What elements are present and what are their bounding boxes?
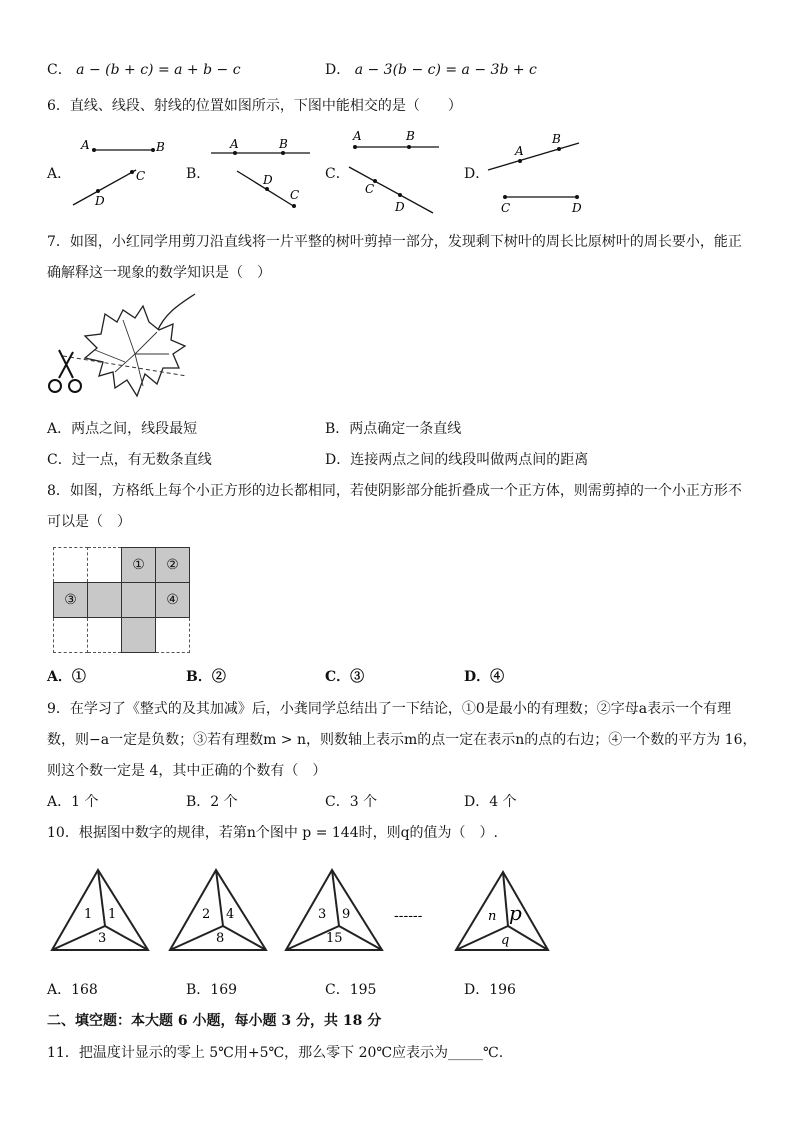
grid-cell-4: ④: [156, 583, 190, 618]
triangle3-left: 3: [318, 907, 327, 922]
q6-figure-b: [205, 135, 315, 210]
grid-cell: [88, 548, 122, 583]
q6-figure-c: [345, 125, 445, 215]
point-label-a: A: [230, 137, 239, 151]
q6-figure-a: [60, 135, 180, 210]
grid-cell-2: ②: [156, 548, 190, 583]
point-label-a: A: [515, 144, 524, 158]
q8-option-d: D．④: [464, 669, 505, 685]
q7-stem-line1: 7．如图，小红同学用剪刀沿直线将一片平整的树叶剪掉一部分，发现剩下树叶的周长比原树叶的周长要小，能正: [47, 234, 742, 250]
q10-option-a: A．168: [47, 982, 98, 998]
q7-option-d: D．连接两点之间的线段叫做两点间的距离: [325, 452, 589, 468]
trianglen-left: n: [488, 909, 497, 924]
q6-figure-d: [485, 125, 585, 215]
q6-option-a-label: A．: [47, 166, 72, 182]
q8-stem-line1: 8．如图，方格纸上每个小正方形的边长都相同，若使阴影部分能折叠成一个正方体，则需剪掉的一个小正方形不: [47, 483, 742, 499]
point-label-c: C: [501, 201, 511, 215]
grid-cell: [54, 548, 88, 583]
q5-option-c: [47, 60, 241, 80]
q10-option-d: D．196: [464, 982, 516, 998]
option-expression: a − (b + c) = a + b − c: [76, 62, 241, 78]
q9-option-d: D．4 个: [464, 794, 517, 810]
triangle2-left: 2: [202, 907, 211, 922]
section-2-title: 二、填空题：本大题 6 小题，每小题 3 分，共 18 分: [47, 1013, 382, 1029]
q6-option-d-label: D．: [464, 166, 490, 182]
ellipsis-dashes: ------: [394, 908, 423, 924]
q8-grid-figure: [53, 547, 190, 653]
point-label-c: C: [136, 169, 146, 183]
grid-cell-3: ③: [54, 583, 88, 618]
point-label-c: C: [290, 188, 300, 202]
q6-stem: 6．直线、线段、射线的位置如图所示，下图中能相交的是（ ）: [47, 98, 462, 114]
grid-cell: [88, 618, 122, 653]
q6-option-c-label: C．: [325, 166, 350, 182]
point-label-c: C: [365, 182, 375, 196]
q10-option-c: C．195: [325, 982, 377, 998]
point-label-a: A: [81, 138, 90, 152]
grid-cell-shaded: [88, 583, 122, 618]
point-label-d: D: [572, 201, 582, 215]
leaf-and-scissors-figure: [45, 292, 205, 407]
q8-option-a: A．①: [47, 669, 86, 685]
q8-option-c: C．③: [325, 669, 365, 685]
q8-stem-line2: 可以是（ ）: [47, 514, 131, 530]
point-label-d: D: [95, 194, 105, 208]
q7-option-c: C．过一点，有无数条直线: [47, 452, 212, 468]
q10-option-b: B．169: [186, 982, 238, 998]
q8-option-b: B．②: [186, 669, 226, 685]
q9-line3: 则这个数一定是 4，其中正确的个数有（ ）: [47, 763, 327, 779]
triangle1-bottom: 3: [98, 931, 107, 946]
trianglen-right: p: [509, 901, 522, 925]
grid-cell-1: ①: [122, 548, 156, 583]
grid-cell: [54, 618, 88, 653]
q7-option-b: B．两点确定一条直线: [325, 421, 462, 437]
grid-cell-shaded: [122, 618, 156, 653]
grid-cell-shaded: [122, 583, 156, 618]
q10-triangles-figure: [48, 866, 558, 956]
option-label: C．: [47, 62, 72, 78]
option-expression: a − 3(b − c) = a − 3b + c: [354, 62, 537, 78]
q7-option-a: A．两点之间，线段最短: [47, 421, 198, 437]
q9-option-a: A．1 个: [47, 794, 99, 810]
triangle1-right: 1: [108, 907, 117, 922]
point-label-b: B: [406, 129, 415, 143]
point-label-b: B: [279, 137, 288, 151]
q9-line1: 9．在学习了《整式的及其加减》后，小龚同学总结出了一下结论，①0是最小的有理数；②字母a表示一个有理: [47, 701, 732, 717]
triangle3-right: 9: [342, 907, 351, 922]
q11-stem: 11．把温度计显示的零上 5℃用+5℃，那么零下 20℃应表示为_____℃.: [47, 1045, 504, 1061]
trianglen-bottom: q: [501, 933, 510, 948]
point-label-d: D: [263, 173, 273, 187]
option-label: D．: [325, 62, 351, 78]
point-label-b: B: [156, 140, 165, 154]
point-label-d: D: [395, 200, 405, 214]
triangle2-bottom: 8: [216, 931, 225, 946]
point-label-b: B: [552, 132, 561, 146]
q9-option-c: C．3 个: [325, 794, 378, 810]
triangle3-bottom: 15: [326, 931, 343, 946]
point-label-a: A: [353, 129, 362, 143]
grid-cell: [156, 618, 190, 653]
triangle2-right: 4: [226, 907, 235, 922]
q9-line2: 数，则−a一定是负数；③若有理数m > n，则数轴上表示m的点一定在表示n的点的右边；④一个数的平方为 16，: [47, 732, 757, 748]
q6-option-b-label: B．: [186, 166, 211, 182]
q5-option-d: [325, 60, 537, 80]
q7-stem-line2: 确解释这一现象的数学知识是（ ）: [47, 265, 271, 281]
q10-stem: 10．根据图中数字的规律，若第n个图中 p = 144时，则q的值为（ ）.: [47, 825, 499, 841]
triangle1-left: 1: [84, 907, 93, 922]
q9-option-b: B．2 个: [186, 794, 238, 810]
